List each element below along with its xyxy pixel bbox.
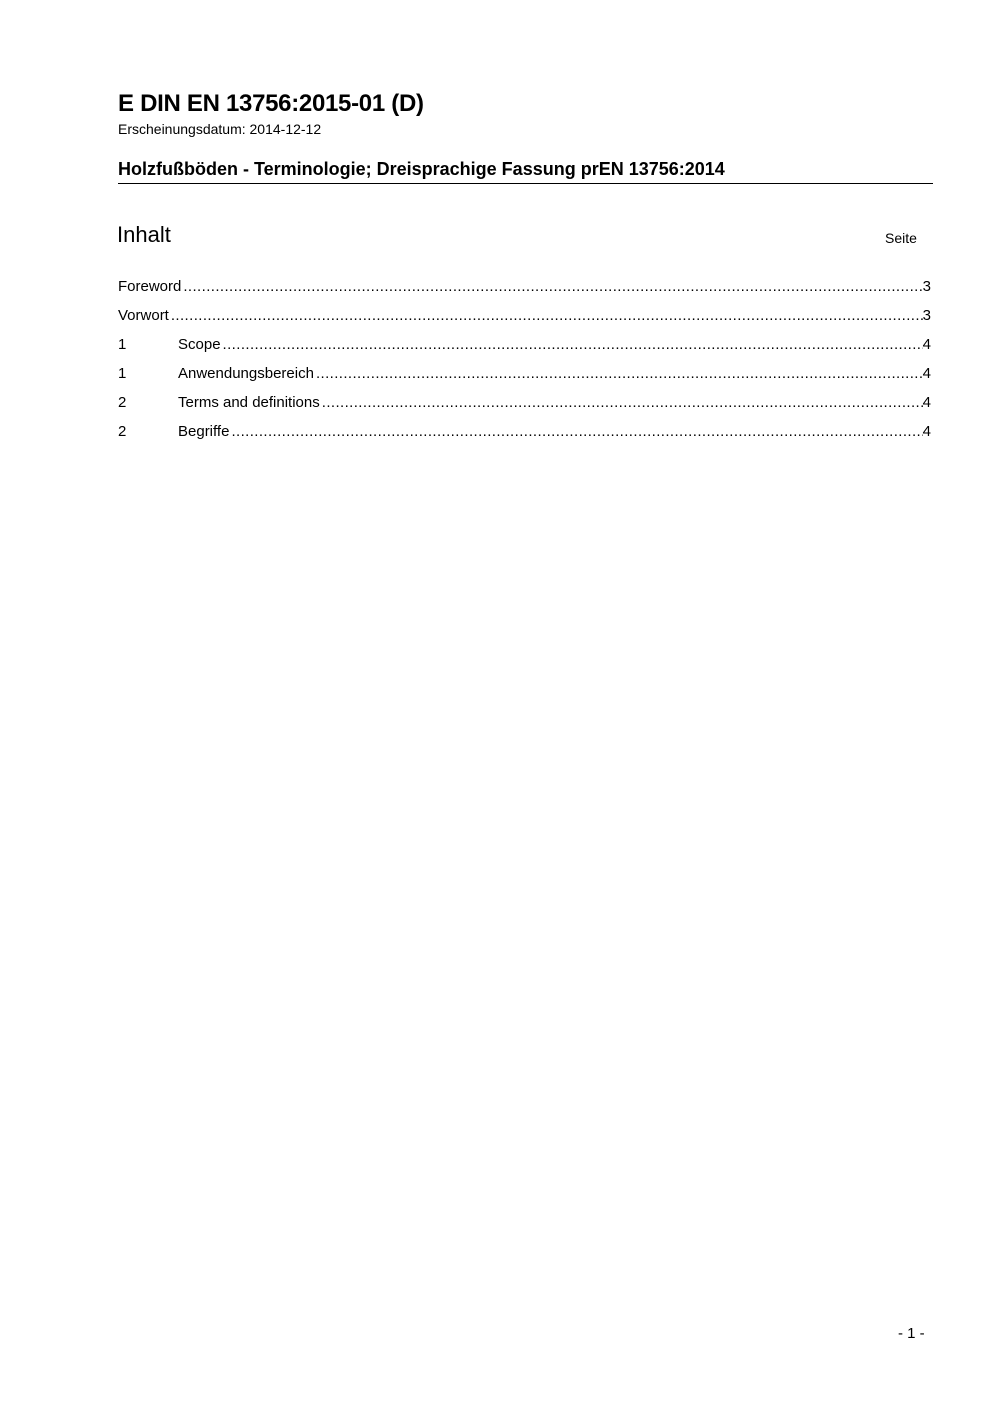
page-number: - 1 - [898, 1325, 925, 1342]
toc-entry-number: 1 [118, 365, 127, 382]
publication-date: Erscheinungsdatum: 2014-12-12 [118, 121, 322, 137]
toc-entry-begriffe[interactable] [118, 423, 931, 452]
toc-leader-dots [181, 278, 922, 295]
toc-heading: Inhalt [117, 222, 171, 247]
toc-entry-foreword[interactable] [118, 278, 931, 307]
toc-entry-scope[interactable] [118, 336, 931, 365]
toc-entry-label: Terms and definitions [178, 394, 320, 411]
toc-entry-terms-and-definitions[interactable] [118, 394, 931, 423]
toc-entry-page: 3 [922, 278, 931, 295]
table-of-contents [118, 278, 931, 452]
toc-entry-vorwort[interactable] [118, 307, 931, 336]
toc-leader-dots [320, 394, 923, 411]
toc-leader-dots [229, 423, 922, 440]
toc-entry-page: 4 [922, 365, 931, 382]
toc-entry-label: Begriffe [178, 423, 230, 440]
document-code: E DIN EN 13756:2015-01 (D) [118, 90, 424, 117]
document-title: Holzfußböden - Terminologie; Dreisprachige Fassung prEN 13756:2014 [118, 159, 725, 179]
toc-entry-page: 4 [922, 423, 931, 440]
toc-entry-anwendungsbereich[interactable] [118, 365, 931, 394]
toc-entry-page: 3 [922, 307, 931, 324]
toc-entry-page: 4 [922, 394, 931, 411]
toc-entry-page: 4 [922, 336, 931, 353]
toc-entry-label: Anwendungsbereich [178, 365, 314, 382]
toc-entry-label: Scope [178, 336, 221, 353]
toc-leader-dots [314, 365, 923, 382]
toc-entry-number: 2 [118, 423, 127, 440]
toc-entry-label: Vorwort [118, 307, 169, 324]
toc-entry-label: Foreword [118, 278, 182, 295]
title-divider [118, 183, 933, 184]
toc-entry-number: 2 [118, 394, 127, 411]
toc-page-column-label: Seite [885, 230, 917, 246]
toc-entry-number: 1 [118, 336, 127, 353]
toc-leader-dots [221, 336, 923, 353]
toc-leader-dots [169, 307, 923, 324]
